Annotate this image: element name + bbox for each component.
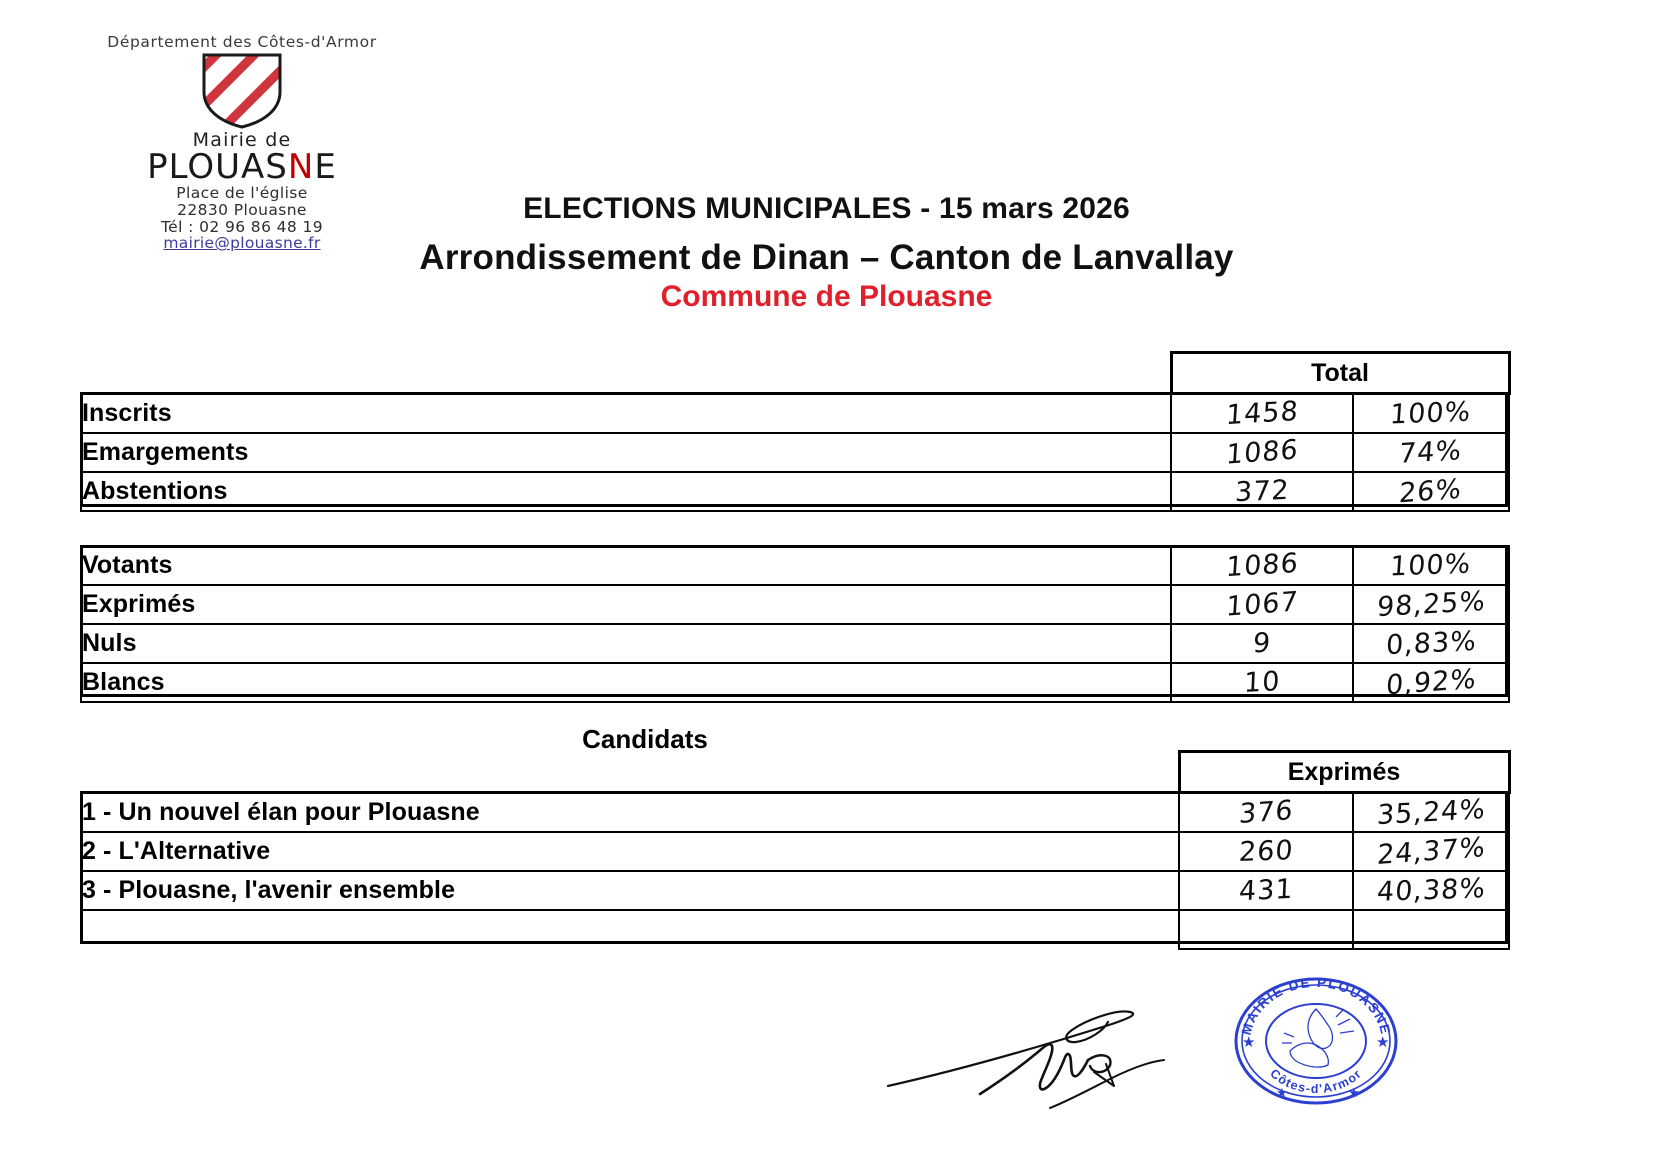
candidate-label-2: 2 - L'Alternative	[81, 832, 1179, 871]
row-percent-nuls	[1353, 624, 1509, 663]
row-label-nuls: Nuls	[81, 624, 1171, 663]
row-label-blancs: Blancs	[81, 663, 1171, 702]
handwritten-percent: 98,25%	[1375, 585, 1487, 624]
candidates-table	[80, 750, 1511, 950]
handwritten-percent: 0,83%	[1385, 625, 1477, 662]
row-label-abstentions: Abstentions	[81, 472, 1171, 511]
town-name-part1: PLOUAS	[147, 147, 288, 188]
row-count-exprimes	[1171, 585, 1353, 624]
row-label-inscrits: Inscrits	[81, 394, 1171, 434]
row-percent-inscrits	[1353, 394, 1509, 434]
table-header-row	[81, 353, 1509, 394]
row-count-inscrits	[1171, 394, 1353, 434]
candidate-count-3	[1179, 871, 1353, 910]
table-row	[81, 832, 1509, 871]
table-row	[81, 394, 1509, 434]
row-count-blancs	[1171, 663, 1353, 702]
department-line: Département des Côtes-d'Armor	[107, 33, 377, 51]
table-row	[81, 585, 1509, 624]
table-row	[81, 910, 1509, 949]
exprimes-column-header: Exprimés	[1179, 752, 1509, 793]
stamp-top-text: MAIRIE DE PLOUASNE	[1238, 975, 1394, 1037]
handwritten-count: 1086	[1224, 434, 1300, 471]
candidate-label-3: 3 - Plouasne, l'avenir ensemble	[81, 871, 1179, 910]
handwritten-percent: 26%	[1398, 473, 1464, 510]
candidate-label-1: 1 - Un nouvel élan pour Plouasne	[81, 793, 1179, 833]
document-title: ELECTIONS MUNICIPALES - 15 mars 2026	[523, 192, 1130, 225]
table-header-row	[81, 752, 1509, 793]
handwritten-count: 1067	[1224, 586, 1300, 623]
total-column-header: Total	[1171, 353, 1509, 394]
handwritten-percent: 24,37%	[1375, 831, 1487, 872]
participation-table	[80, 351, 1511, 512]
row-percent-votants	[1353, 546, 1509, 585]
row-label-emargements: Emargements	[81, 433, 1171, 472]
row-label-exprimes: Exprimés	[81, 585, 1171, 624]
candidate-label-empty	[81, 910, 1179, 949]
candidate-count-1	[1179, 793, 1353, 833]
stamp-bottom-text: Côtes-d'Armor	[1267, 1066, 1365, 1097]
votes-table	[80, 545, 1510, 703]
mairie-label: Mairie de	[192, 129, 292, 152]
header-spacer	[81, 752, 1179, 793]
handwritten-count: 431	[1238, 873, 1294, 908]
header-spacer	[81, 353, 1171, 394]
svg-text:★: ★	[1242, 1034, 1256, 1051]
svg-text:MAIRIE DE PLOUASNE	[1239, 975, 1394, 1037]
handwritten-percent: 40,38%	[1375, 873, 1487, 908]
candidate-percent-1	[1353, 793, 1509, 833]
candidate-count-2	[1179, 832, 1353, 871]
row-percent-blancs	[1353, 663, 1509, 702]
phone-line: Tél : 02 96 86 48 19	[160, 218, 324, 237]
handwritten-percent: 35,24%	[1375, 793, 1487, 832]
town-name	[92, 147, 392, 188]
table-row	[81, 546, 1509, 585]
svg-text:★: ★	[1348, 1085, 1360, 1100]
candidate-count-empty	[1179, 910, 1353, 949]
town-name-part3: E	[314, 147, 337, 188]
address-line-2: 22830 Plouasne	[177, 200, 307, 219]
candidates-heading: Candidats	[582, 724, 708, 754]
town-name-part2: N	[287, 147, 315, 188]
row-count-votants	[1171, 546, 1353, 585]
svg-text:★: ★	[1376, 1034, 1390, 1051]
handwritten-count: 372	[1234, 474, 1290, 509]
commune-title: Commune de Plouasne	[660, 280, 993, 313]
email-link[interactable]: mairie@plouasne.fr	[163, 234, 321, 253]
row-count-emargements	[1171, 433, 1353, 472]
candidate-percent-2	[1353, 832, 1509, 871]
handwritten-percent: 100%	[1389, 396, 1473, 431]
row-label-votants: Votants	[81, 546, 1171, 585]
coat-of-arms-icon	[199, 52, 285, 130]
handwritten-percent: 0,92%	[1384, 663, 1478, 702]
table-row	[81, 663, 1509, 702]
row-percent-exprimes	[1353, 585, 1509, 624]
handwritten-count: 260	[1237, 835, 1295, 868]
candidate-percent-empty	[1353, 910, 1509, 949]
table-row	[81, 793, 1509, 833]
handwritten-count: 10	[1243, 666, 1281, 699]
handwritten-count: 376	[1237, 794, 1295, 831]
official-stamp	[1232, 975, 1400, 1105]
candidate-percent-3	[1353, 871, 1509, 910]
handwritten-percent: 74%	[1398, 435, 1464, 470]
table-row	[81, 871, 1509, 910]
row-count-abstentions	[1171, 472, 1353, 511]
document-subtitle: Arrondissement de Dinan – Canton de Lanvallay	[419, 238, 1234, 277]
row-count-nuls	[1171, 624, 1353, 663]
handwritten-count: 9	[1251, 627, 1273, 660]
handwritten-count: 1086	[1224, 547, 1300, 584]
handwritten-count: 1458	[1224, 395, 1300, 432]
row-percent-abstentions	[1353, 472, 1509, 511]
svg-text:★: ★	[1276, 1085, 1288, 1100]
handwritten-percent: 100%	[1389, 548, 1473, 583]
table-row	[81, 433, 1509, 472]
table-row	[81, 624, 1509, 663]
signature	[880, 980, 1220, 1110]
row-percent-emargements	[1353, 433, 1509, 472]
address-line-1: Place de l'église	[176, 183, 308, 202]
table-row	[81, 472, 1509, 511]
